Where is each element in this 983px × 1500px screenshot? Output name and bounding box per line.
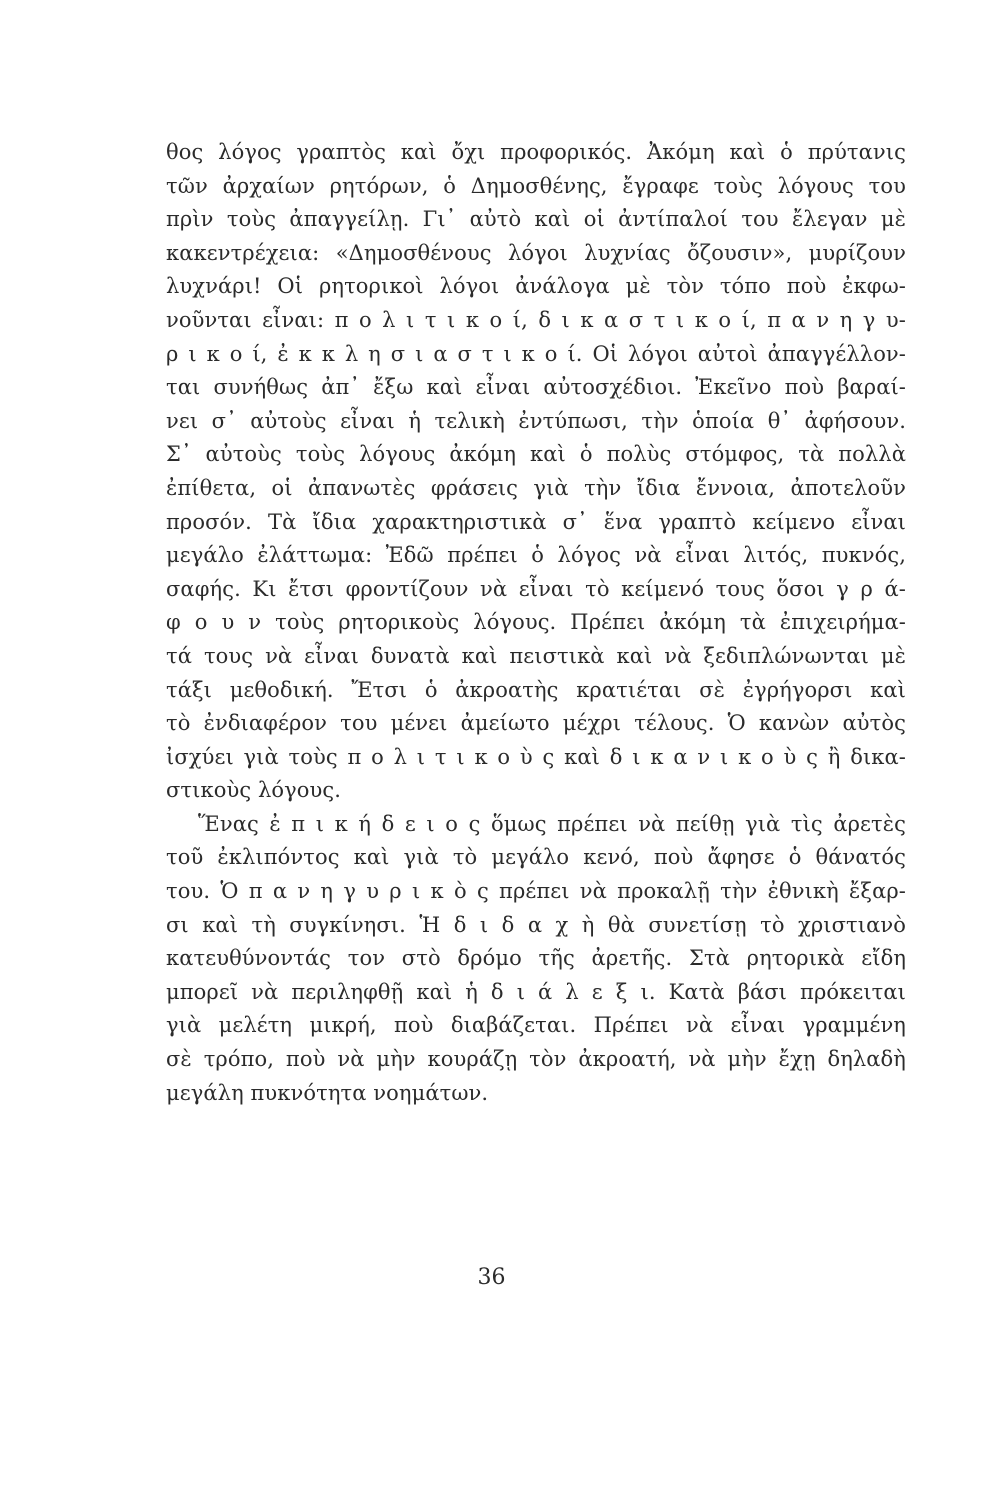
text-line: κατευθύνοντάς τον στὸ δρόμο τῆς ἀρετῆς. Στὰ ρητορικὰ εἴδη [166,946,906,971]
text-line: τά τους νὰ εἶναι δυνατὰ καὶ πειστικὰ καὶ νὰ ξεδιπλώνωνται μὲ [166,643,906,668]
text-line: τοῦ ἐκλιπόντος καὶ γιὰ τὸ μεγάλο κενό, ποὺ ἄφησε ὁ θάνατός [166,845,906,870]
text-line: Ἕνας ἐ π ι κ ή δ ε ι ο ς ὅμως πρέπει νὰ πείθῃ γιὰ τὶς ἀρετὲς [198,811,906,836]
page-number: 36 [477,1265,506,1290]
text-line: σαφής. Κι ἔτσι φροντίζουν νὰ εἶναι τὸ κείμενό τους ὅσοι γ ρ ά- [166,576,906,601]
text-line: σι καὶ τὴ συγκίνησι. Ἡ δ ι δ α χ ὴ θὰ συνετίσῃ τὸ χριστιανὸ [166,912,906,937]
text-line: προσόν. Τὰ ἴδια χαρακτηριστικὰ σ᾿ ἕνα γραπτὸ κείμενο εἶναι [166,509,906,534]
text-line: ἰσχύει γιὰ τοὺς π ο λ ι τ ι κ ο ὺ ς καὶ δ ι κ α ν ι κ ο ὺ ς ἢ δικα- [166,744,906,769]
text-line: τῶν ἀρχαίων ρητόρων, ὁ Δημοσθένης, ἔγραφε τοὺς λόγους του [166,173,906,198]
text-line: μεγάλη πυκνότητα νοημάτων. [166,1080,489,1105]
text-line: τὸ ἐνδιαφέρον του μένει ἀμείωτο μέχρι τέλους. Ὁ κανὼν αὐτὸς [166,711,906,736]
text-line: φ ο υ ν τοὺς ρητορικοὺς λόγους. Πρέπει ἀκόμη τὰ ἐπιχειρήμα- [166,610,906,635]
text-line: λυχνάρι! Οἱ ρητορικοὶ λόγοι ἀνάλογα μὲ τὸν τόπο ποὺ ἐκφω- [166,274,906,299]
text-line: ρ ι κ ο ί, ἐ κ κ λ η σ ι α σ τ ι κ ο ί. Οἱ λόγοι αὐτοὶ ἀπαγγέλλον- [166,341,906,366]
text-line: στικοὺς λόγους. [166,778,342,803]
text-line: Σ᾿ αὐτοὺς τοὺς λόγους ἀκόμη καὶ ὁ πολὺς στόμφος, τὰ πολλὰ [166,442,906,467]
text-line: ἐπίθετα, οἱ ἀπανωτὲς φράσεις γιὰ τὴν ἴδια ἔννοια, ἀποτελοῦν [166,475,906,500]
text-line: σὲ τρόπο, ποὺ νὰ μὴν κουράζῃ τὸν ἀκροατή, νὰ μὴν ἔχῃ δηλαδὴ [166,1047,906,1072]
text-line: τάξι μεθοδική. Ἔτσι ὁ ἀκροατὴς κρατιέται σὲ ἐγρήγορσι καὶ [166,677,906,702]
text-line: θος λόγος γραπτὸς καὶ ὄχι προφορικός. Ἀκόμη καὶ ὁ πρύτανις [166,140,906,164]
text-line: πρὶν τοὺς ἀπαγγείλῃ. Γι᾿ αὐτὸ καὶ οἱ ἀντίπαλοί του ἔλεγαν μὲ [166,207,906,232]
text-line: κακεντρέχεια: «Δημοσθένους λόγοι λυχνίας ὄζουσιν», μυρίζουν [166,240,906,265]
text-line: νει σ᾿ αὐτοὺς εἶναι ἡ τελικὴ ἐντύπωσι, τὴν ὁποία θ᾿ ἀφήσουν. [166,408,906,433]
text-line: μεγάλο ἐλάττωμα: Ἐδῶ πρέπει ὁ λόγος νὰ εἶναι λιτός, πυκνός, [166,543,906,568]
body-text [166,136,906,1110]
text-line: ται συνήθως ἀπ᾿ ἔξω καὶ εἶναι αὐτοσχέδιοι. Ἐκεῖνο ποὺ βαραί- [166,375,906,400]
text-line: του. Ὁ π α ν η γ υ ρ ι κ ὸ ς πρέπει νὰ προκαλῇ τὴν ἐθνικὴ ἔξαρ- [166,879,906,904]
text-line: γιὰ μελέτη μικρή, ποὺ διαβάζεται. Πρέπει νὰ εἶναι γραμμένη [166,1013,906,1038]
text-line: μπορεῖ νὰ περιληφθῇ καὶ ἡ δ ι ά λ ε ξ ι. Κατὰ βάσι πρόκειται [166,979,906,1004]
text-line: νοῦνται εἶναι: π ο λ ι τ ι κ ο ί, δ ι κ α σ τ ι κ ο ί, π α ν η γ υ- [166,307,906,332]
